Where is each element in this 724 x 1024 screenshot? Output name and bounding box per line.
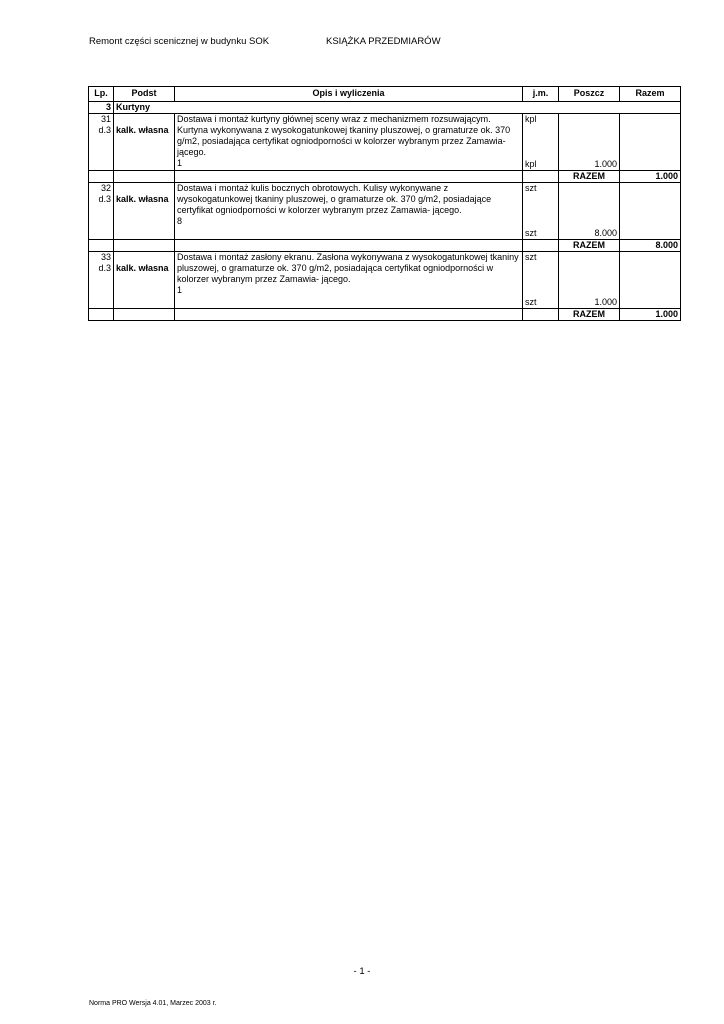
razem-value: 1.000 [620, 171, 681, 183]
column-header-jm: j.m. [523, 87, 559, 102]
table-row [89, 114, 681, 171]
item-poszcz: 1.000 [559, 114, 620, 171]
section-title: Kurtyny [114, 102, 681, 114]
razem-value: 8.000 [620, 240, 681, 252]
item-lp: 32 d.3 [89, 183, 114, 240]
item-description: Dostawa i montaż kurtyny głównej sceny wraz z mechanizmem rozsuwającym. Kurtyna wykonywana z wysokogatunkowej tkaniny pluszowej, o gramaturze ok. 370 g/m2, posiadająca certyfikat ogniodporności w kolorzer wybranym przez Zamawia- jącego. 1 [175, 114, 523, 171]
item-podst: kalk. własna [114, 183, 175, 240]
razem-value: 1.000 [620, 309, 681, 321]
item-calc: 8 [177, 216, 183, 226]
column-header-razem: Razem [620, 87, 681, 102]
table-header-row [89, 87, 681, 102]
column-header-podst: Podst [114, 87, 175, 102]
item-unit: szt szt [523, 183, 559, 240]
item-unit: szt szt [523, 252, 559, 309]
estimate-table [88, 86, 681, 321]
item-poszcz: 8.000 [559, 183, 620, 240]
razem-label: RAZEM [559, 309, 620, 321]
item-calc: 1 [177, 158, 183, 168]
item-razem-empty [620, 183, 681, 240]
razem-row [89, 309, 681, 321]
razem-label: RAZEM [559, 240, 620, 252]
section-row [89, 102, 681, 114]
section-number: 3 [89, 102, 114, 114]
item-poszcz: 1.000 [559, 252, 620, 309]
item-lp: 33 d.3 [89, 252, 114, 309]
document-header-title: KSIĄŻKA PRZEDMIARÓW [326, 36, 441, 47]
column-header-poszcz: Poszcz [559, 87, 620, 102]
page-number: - 1 - [353, 966, 371, 977]
item-podst: kalk. własna [114, 252, 175, 309]
item-unit: kpl kpl [523, 114, 559, 171]
item-razem-empty [620, 252, 681, 309]
column-header-opis: Opis i wyliczenia [175, 87, 523, 102]
item-razem-empty [620, 114, 681, 171]
razem-label: RAZEM [559, 171, 620, 183]
razem-row [89, 240, 681, 252]
table-row [89, 183, 681, 240]
software-footer: Norma PRO Wersja 4.01, Marzec 2003 r. [89, 1000, 217, 1007]
item-podst: kalk. własna [114, 114, 175, 171]
item-description: Dostawa i montaż zasłony ekranu. Zasłona wykonywana z wysokogatunkowej tkaniny pluszowej, o gramaturze ok. 370 g/m2, posiadająca certyfikat ogniodporności w kolorzer wybranym przez Zamawia- jącego. 1 [175, 252, 523, 309]
razem-row [89, 171, 681, 183]
table-row [89, 252, 681, 309]
item-lp: 31 d.3 [89, 114, 114, 171]
item-calc: 1 [177, 285, 183, 295]
column-header-lp: Lp. [89, 87, 114, 102]
document-header-left: Remont części scenicznej w budynku SOK [89, 36, 270, 47]
item-description: Dostawa i montaż kulis bocznych obrotowych. Kulisy wykonywane z wysokogatunkowej tkaniny pluszowej, o gramaturze ok. 370 g/m2, posiadające certyfikat ogniodporności w kolorzer wybranym przez Zamawia- jącego. 8 [175, 183, 523, 240]
